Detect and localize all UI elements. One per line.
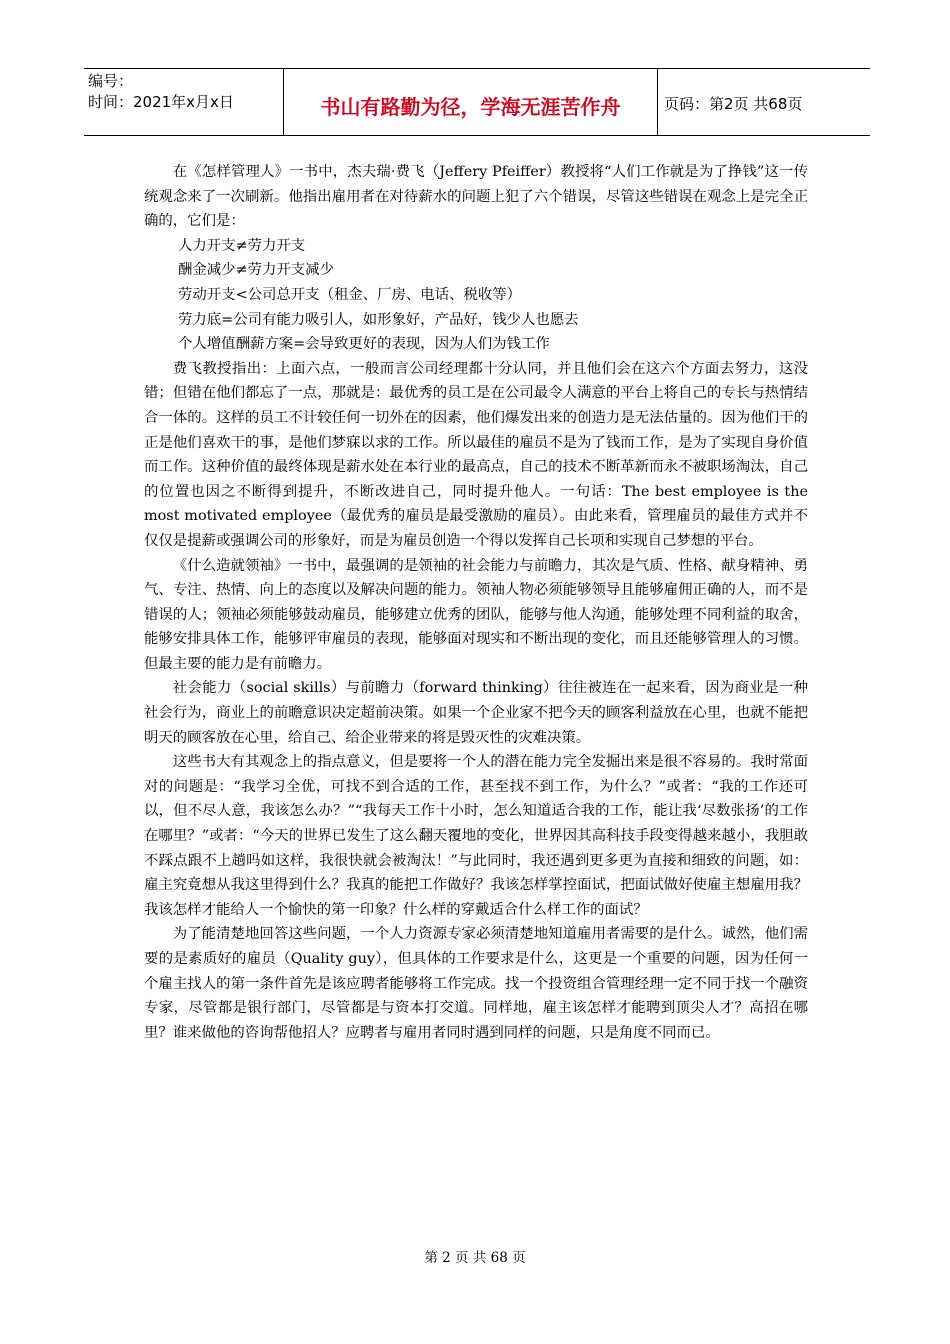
paragraph: 为了能清楚地回答这些问题，一个人力资源专家必须清楚地知道雇用者需要的是什么。诚然，他们需要的是素质好的雇员（Quality guy），但具体的工作要求是什么，这更是一个重要的问题，因为任何一个雇主找人的第一条件首先是该应聘者能够将工作完成。找一个投资组合管理经理一定不同于找一个融资专家，尽管都是银行部门，尽管都是与资本打交道。同样地，雇主该怎样才能聘到顶尖人才？高招在哪里？谁来做他的咨询帮他招人？应聘者与雇用者同时遇到同样的问题，只是角度不同而已。 — [144, 926, 808, 1041]
page-header — [84, 68, 870, 136]
paragraph: 《什么造就领袖》一书中，最强调的是领袖的社会能力与前瞻力，其次是气质、性格、献身精神、勇气、专注、热情、向上的态度以及解决问题的能力。领袖人物必须能够领导且能够雇佣正确的人，而不是错误的人；领袖必须能够鼓动雇员，能够建立优秀的团队，能够与他人沟通，能够处理不同利益的取舍，能够安排具体工作，能够评审雇员的表现，能够面对现实和不断出现的变化，而且还能够管理人的习惯。但最主要的能力是有前瞻力。 — [144, 557, 808, 672]
document-body — [144, 160, 808, 1045]
paragraph: 这些书大有其观念上的指点意义，但是要将一个人的潜在能力完全发掘出来是很不容易的。我时常面对的问题是：“我学习全优，可找不到合适的工作，甚至找不到工作，为什么？”或者：“我的工作还可以，但不尽人意，我该怎么办？”“我每天工作十小时，怎么知道适合我的工作，能让我‘尽数张扬’的工作在哪里？”或者：“今天的世界已发生了这么翻天覆地的变化，世界因其高科技手段变得越来越小，我胆敢不踩点跟不上趟吗如这样，我很快就会被淘汰！”与此同时，我还遇到更多更为直接和细致的问题，如：雇主究竟想从我这里得到什么？我真的能把工作做好？我该怎样掌控面试，把面试做好使雇主想雇用我？我该怎样才能给人一个愉快的第一印象？什么样的穿戴适合什么样工作的面试？ — [144, 754, 808, 918]
header-page-info: 页码：第2页 共68页 — [664, 94, 803, 113]
list-item: 酬金减少≠劳力开支减少 — [178, 262, 334, 279]
list-item: 劳动开支<公司总开支（租金、厂房、电话、税收等） — [178, 286, 522, 303]
list-item: 人力开支≠劳力开支 — [178, 237, 306, 254]
paragraph: 在《怎样管理人》一书中，杰夫瑞·费飞（Jeffery Pfeiffer）教授将“人们工作就是为了挣钱”这一传统观念来了一次刷新。他指出雇用者在对待薪水的问题上犯了六个错误，尽管这些错误在观念上是完全正确的，它们是： — [144, 164, 808, 230]
header-motto: 书山有路勤为径，学海无涯苦作舟 — [284, 69, 658, 135]
paragraph: 费飞教授指出：上面六点，一般而言公司经理都十分认同，并且他们会在这六个方面去努力，这没错；但错在他们都忘了一点，那就是：最优秀的员工是在公司最令人满意的平台上将自己的专长与热情结合一体的。这样的员工不计较任何一切外在的因素，他们爆发出来的创造力是无法估量的。因为他们干的正是他们喜欢干的事，是他们梦寐以求的工作。所以最佳的雇员不是为了钱而工作，是为了实现自身价值而工作。这种价值的最终体现是薪水处在本行业的最高点，自己的技术不断革新而永不被职场淘汰，自己的位置也因之不断得到提升，不断改进自己，同时提升他人。一句话：The best employee is the most motivated employee（最优秀的雇员是最受激励的雇员）。由此来看，管理雇员的最佳方式并不仅仅是提薪或强调公司的形象好，而是为雇员创造一个得以发挥自己长项和实现自己梦想的平台。 — [144, 360, 808, 549]
header-meta — [84, 69, 284, 135]
document-number: 编号： — [88, 72, 134, 90]
page-footer: 第 2 页 共 68 页 — [424, 1250, 526, 1266]
list-item: 个人增值酬薪方案=会导致更好的表现，因为人们为钱工作 — [178, 336, 550, 353]
paragraph: 社会能力（social skills）与前瞻力（forward thinking）往往被连在一起来看，因为商业是一种社会行为，商业上的前瞻意识决定超前决策。如果一个企业家不把今天的顾客利益放在心里，也就不能把明天的顾客放在心里，给自己、给企业带来的将是毁灭性的灾难决策。 — [144, 680, 808, 746]
list-item: 劳力底=公司有能力吸引人，如形象好，产品好，钱少人也愿去 — [178, 311, 579, 328]
document-time: 时间：2021年x月x日 — [88, 93, 234, 111]
